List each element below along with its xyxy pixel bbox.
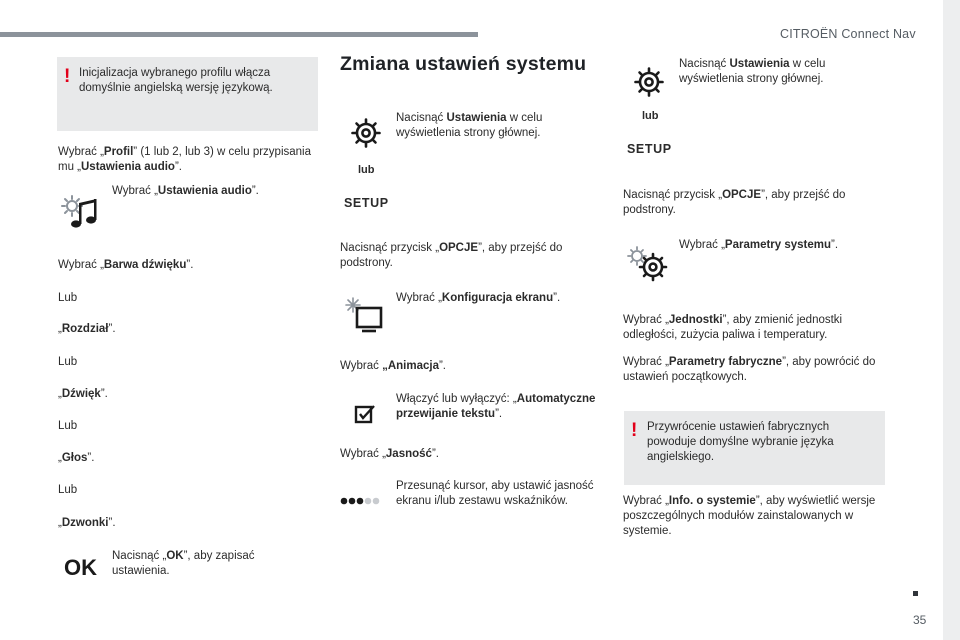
checkbox-icon <box>354 404 376 426</box>
warning-icon: ! <box>631 420 638 441</box>
option-rozdzial: „Rozdział”. <box>58 323 116 335</box>
para-audio-settings: Wybrać „Ustawienia audio”. <box>112 185 259 197</box>
option-glos: „Głos”. <box>58 452 95 464</box>
para-fabryczne: Wybrać „Parametry fabryczne”, aby powrócić do ustawień początkowych. <box>623 356 876 383</box>
para-opcje: Nacisnąć przycisk „OPCJE”, aby przejść do podstrony. <box>623 189 846 216</box>
brand-title: CITROËN Connect Nav <box>780 27 916 41</box>
page-number: 35 <box>913 613 927 627</box>
gear-icon <box>351 118 381 148</box>
note-text: Inicjalizacja wybranego profilu włącza domyślnie angielską wersję językową. <box>79 67 273 94</box>
system-settings-icon <box>626 244 670 282</box>
para-jednostki: Wybrać „Jednostki”, aby zmienić jednostki odległości, zużycia paliwa i temperatury. <box>623 314 843 341</box>
ok-icon: OK <box>64 555 97 580</box>
header-bar <box>0 32 478 37</box>
para-info: Wybrać „Info. o systemie”, aby wyświetlić wersje poszczególnych modułów zainstalowanych w systemie. <box>623 495 876 537</box>
lub-text: lub <box>358 164 375 176</box>
para-settings: Nacisnąć Ustawienia w celu wyświetlenia strony głównej. <box>396 112 543 139</box>
lub-text-1: Lub <box>58 292 78 304</box>
setup-button-label: SETUP <box>627 142 672 156</box>
para-profil: Wybrać „Profil” (1 lub 2, lub 3) w celu przypisania mu „Ustawienia audio”. <box>58 146 311 173</box>
section-title: Zmiana ustawień systemu <box>340 53 587 75</box>
lub-text-4: Lub <box>58 484 78 496</box>
note-box-factory <box>624 411 885 485</box>
para-animacja: Wybrać „Animacja”. <box>340 360 446 372</box>
option-dzwonki: „Dzwonki”. <box>58 517 116 529</box>
warning-icon: ! <box>64 66 71 87</box>
gear-icon <box>634 67 664 97</box>
page-marker <box>913 591 918 596</box>
screen-config-icon <box>344 296 384 334</box>
lub-text-3: Lub <box>58 420 78 432</box>
para-ok: Nacisnąć „OK”, aby zapisać ustawienia. <box>112 550 255 577</box>
lub-text: lub <box>642 110 659 122</box>
para-jasnosc: Wybrać „Jasność”. <box>340 448 439 460</box>
para-param: Wybrać „Parametry systemu”. <box>679 239 839 251</box>
para-barwa: Wybrać „Barwa dźwięku”. <box>58 259 194 271</box>
audio-settings-icon <box>60 193 102 231</box>
para-wlaczyc: Włączyć lub wyłączyć: „Automatyczne przewijanie tekstu”. <box>396 393 596 420</box>
para-przesunac: Przesunąć kursor, aby ustawić jasność ekranu i/lub zestawu wskaźników. <box>396 480 594 507</box>
note-box-profile <box>57 57 318 131</box>
setup-button-label: SETUP <box>344 196 389 210</box>
para-konfig: Wybrać „Konfiguracja ekranu”. <box>396 292 561 304</box>
page-edge-strip <box>943 0 960 640</box>
brightness-slider-icon <box>340 496 380 506</box>
note-text: Przywrócenie ustawień fabrycznych powoduje domyślne wybranie języka angielskiego. <box>647 421 834 463</box>
option-dzwiek: „Dźwięk”. <box>58 388 108 400</box>
lub-text-2: Lub <box>58 356 78 368</box>
para-opcje: Nacisnąć przycisk „OPCJE”, aby przejść do podstrony. <box>340 242 563 269</box>
para-settings: Nacisnąć Ustawienia w celu wyświetlenia strony głównej. <box>679 58 826 85</box>
